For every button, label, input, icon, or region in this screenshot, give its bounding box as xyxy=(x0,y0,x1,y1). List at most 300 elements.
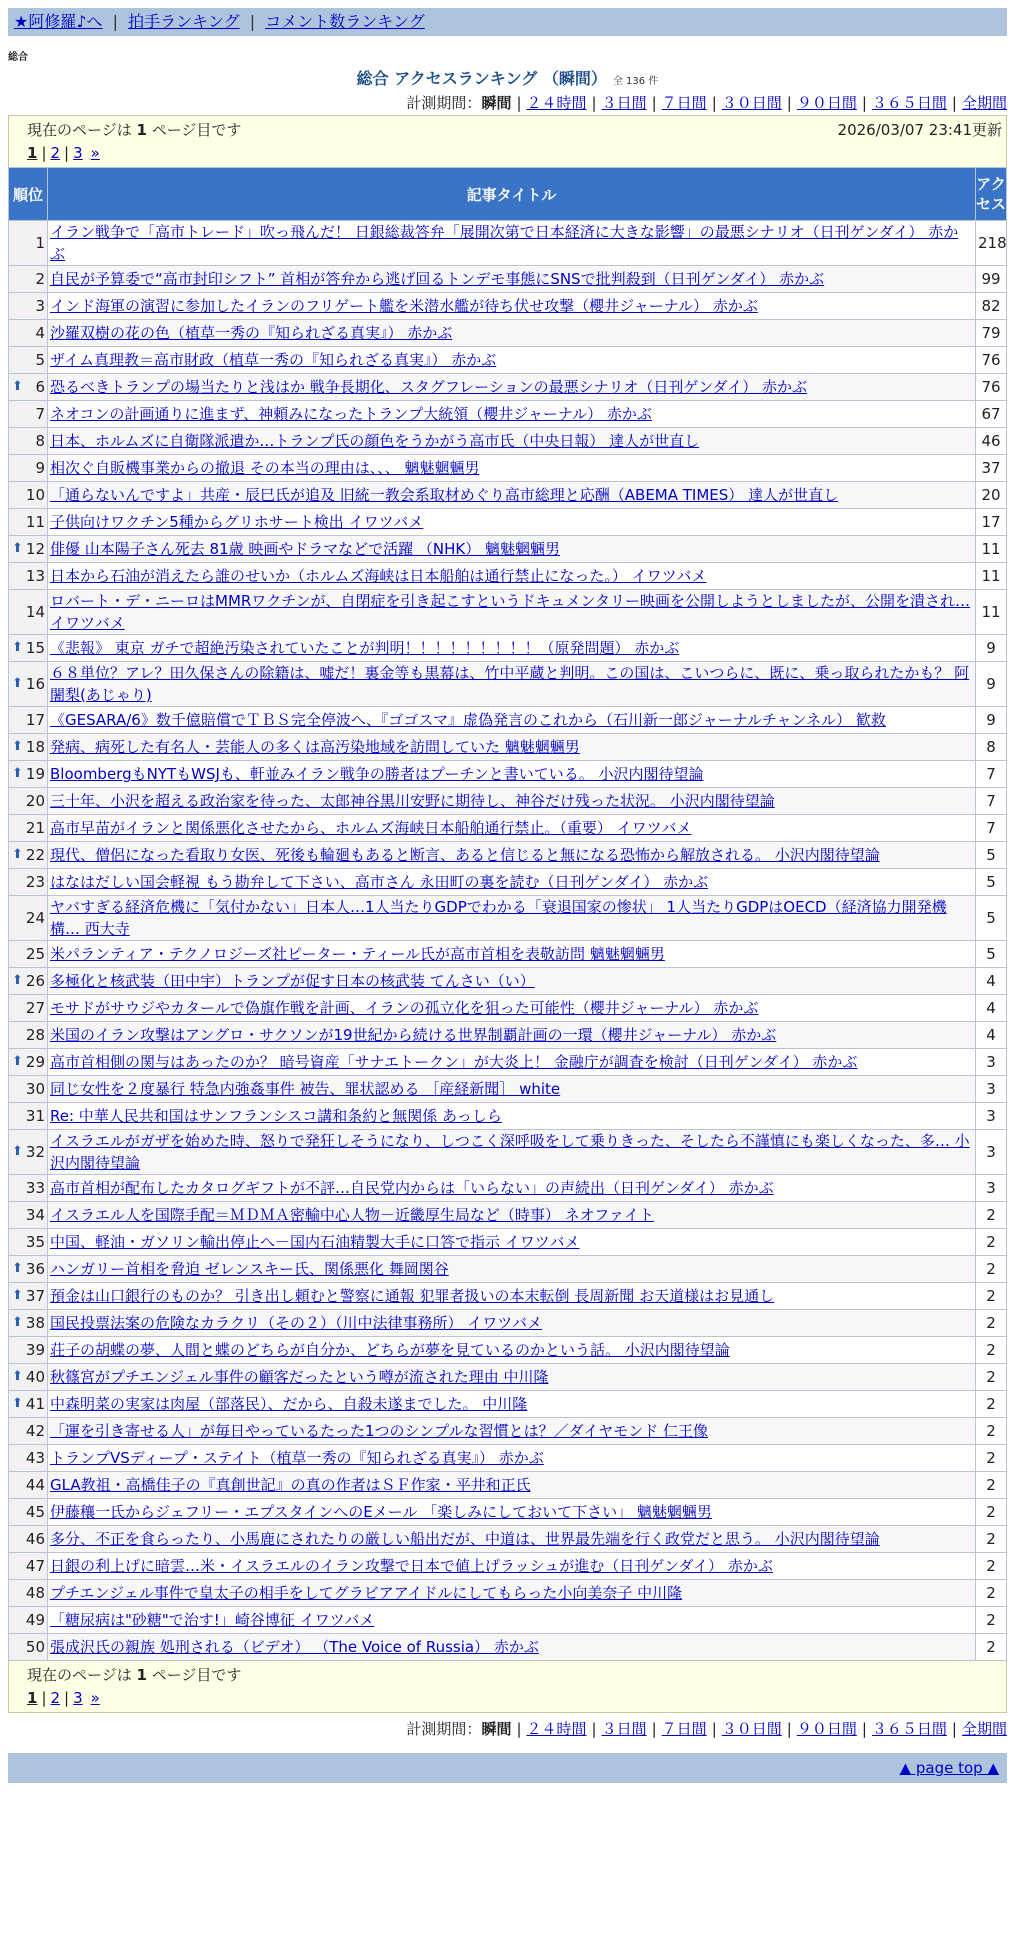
article-title-link[interactable]: 恐るべきトランプの場当たりと浅はか 戦争長期化、スタグフレーションの最悪シナリオ（日刊ゲンダイ） 赤かぶ xyxy=(50,378,807,396)
rank-number: 41 xyxy=(25,1395,45,1413)
access-count: 3 xyxy=(976,1103,1007,1130)
table-row xyxy=(9,1256,1007,1283)
article-title-link[interactable]: ネオコンの計画通りに進まず、神頼みになったトランプ大統領（櫻井ジャーナル） 赤かぶ xyxy=(50,405,652,423)
access-count: 20 xyxy=(976,482,1007,509)
rank-number: 43 xyxy=(25,1449,45,1467)
article-title-link[interactable]: 国民投票法案の危険なカラクリ（その２）（川中法律事務所） イワツバメ xyxy=(50,1314,542,1332)
access-count: 2 xyxy=(976,1418,1007,1445)
rank-cell xyxy=(9,1607,48,1634)
rank-cell xyxy=(9,428,48,455)
article-title-link[interactable]: 高市首相が配布したカタログギフトが不評…自民党内からは「いらない」の声続出（日刊ゲンダイ） 赤かぶ xyxy=(50,1179,774,1197)
title-cell xyxy=(48,896,976,941)
article-title-link[interactable]: はなはだしい国会軽視 もう勘弁して下さい、高市さん 永田町の裏を読む（日刊ゲンダイ） 赤かぶ xyxy=(50,873,709,891)
top-navigation-bar xyxy=(8,8,1007,36)
article-title-link[interactable]: インド海軍の演習に参加したイランのフリゲート艦を米潜水艦が待ち伏せ攻撃（櫻井ジャーナル） 赤かぶ xyxy=(50,297,758,315)
table-row xyxy=(9,1472,1007,1499)
table-row xyxy=(9,1607,1007,1634)
rank-number: 36 xyxy=(25,1260,45,1278)
table-row xyxy=(9,563,1007,590)
period-link[interactable]: ３６５日間 xyxy=(871,94,947,112)
access-count: 2 xyxy=(976,1310,1007,1337)
article-title-link[interactable]: 《GESARA/6》数千億賠償でＴＢＳ完全停波へ、『ゴゴスマ』虚偽発言のこれから（石川新一郎ジャーナルチャンネル） 歓救 xyxy=(50,711,886,729)
rank-number: 39 xyxy=(25,1341,45,1359)
page-separator: | xyxy=(64,1689,70,1707)
period-link[interactable]: ２４時間 xyxy=(526,1720,587,1738)
table-row xyxy=(9,734,1007,761)
article-title-link[interactable]: 荘子の胡蝶の夢、人間と蝶のどちらが自分か、どちらが夢を見ているのかという話。 小沢内閣待望論 xyxy=(50,1341,730,1359)
clap-ranking-link[interactable]: 拍手ランキング xyxy=(128,12,240,31)
rank-cell xyxy=(9,374,48,401)
rank-number: 4 xyxy=(35,324,45,342)
rank-cell xyxy=(9,1526,48,1553)
article-title-link[interactable]: GLA教祖・高橋佳子の『真創世記』の真の作者はＳＦ作家・平井和正氏 xyxy=(50,1476,531,1494)
ranking-table xyxy=(8,167,1007,1661)
nav-separator: | xyxy=(249,12,256,31)
page-link[interactable]: 3 xyxy=(73,144,83,162)
table-row xyxy=(9,869,1007,896)
article-title-link[interactable]: 伊藤穰一氏からジェフリー・エプスタインへのEメール 「楽しみにしておいて下さい」 魑魅魍魎男 xyxy=(50,1503,712,1521)
title-cell xyxy=(48,563,976,590)
article-title-link[interactable]: 現代、僧侶になった看取り女医、死後も輪廻もあると断言、あると信じると無になる恐怖から解放される。 小沢内閣待望論 xyxy=(50,846,880,864)
rank-cell xyxy=(9,1418,48,1445)
rank-cell xyxy=(9,815,48,842)
access-count: 218 xyxy=(976,221,1007,266)
rank-number: 27 xyxy=(25,999,45,1017)
access-count: 11 xyxy=(976,536,1007,563)
page-links-bottom xyxy=(27,1686,1002,1710)
access-count: 7 xyxy=(976,788,1007,815)
period-separator: | xyxy=(711,1720,717,1738)
table-row xyxy=(9,1103,1007,1130)
title-cell xyxy=(48,1337,976,1364)
title-cell xyxy=(48,995,976,1022)
access-count: 46 xyxy=(976,428,1007,455)
rank-cell xyxy=(9,734,48,761)
article-title-link[interactable]: BloombergもNYTもWSJも、軒並みイラン戦争の勝者はプーチンと書いている。 小沢内閣待望論 xyxy=(50,765,704,783)
title-cell xyxy=(48,1499,976,1526)
article-title-link[interactable]: プチエンジェル事件で皇太子の相手をしてグラビアアイドルにしてもらった小向美奈子 中川隆 xyxy=(50,1584,683,1602)
rank-cell xyxy=(9,1202,48,1229)
rank-up-arrow-icon: ⬆ xyxy=(12,1396,23,1411)
rank-cell xyxy=(9,1130,48,1175)
next-page-link[interactable]: » xyxy=(90,144,100,162)
period-link[interactable]: ３０日間 xyxy=(721,94,782,112)
rank-number: 50 xyxy=(25,1638,45,1656)
article-title-link[interactable]: 沙羅双樹の花の色（植草一秀の『知られざる真実』） 赤かぶ xyxy=(50,324,453,342)
rank-cell xyxy=(9,896,48,941)
title-cell xyxy=(48,734,976,761)
title-cell xyxy=(48,1103,976,1130)
article-title-link[interactable]: 多分、不正を食らったり、小馬鹿にされたりの厳しい船出だが、中道は、世界最先端を行く政党だと思う。 小沢内閣待望論 xyxy=(50,1530,880,1548)
table-row xyxy=(9,842,1007,869)
col-header-title: 記事タイトル xyxy=(48,168,976,221)
article-title-link[interactable]: ６８単位？アレ？田久保さんの除籍は、嘘だ！裏金等も黒幕は、竹中平蔵と判明。この国は、こいつらに、既に、乗っ取られたかも？ 阿闍梨(あじゃり) xyxy=(50,664,970,704)
title-cell xyxy=(48,1526,976,1553)
table-row xyxy=(9,401,1007,428)
period-separator: | xyxy=(651,1720,657,1738)
article-title-link[interactable]: 相次ぐ自販機事業からの撤退 その本当の理由は、、、 魑魅魍魎男 xyxy=(50,459,480,477)
title-cell xyxy=(48,815,976,842)
rank-up-arrow-icon: ⬆ xyxy=(12,739,23,754)
table-row xyxy=(9,1526,1007,1553)
rank-number: 44 xyxy=(25,1476,45,1494)
rank-cell xyxy=(9,536,48,563)
article-title-link[interactable]: Re: 中華人民共和国はサンフランシスコ講和条約と無関係 あっしら xyxy=(50,1107,502,1125)
page-current: 1 xyxy=(27,144,38,162)
period-link[interactable]: ７日間 xyxy=(661,94,707,112)
access-count: 5 xyxy=(976,941,1007,968)
title-cell xyxy=(48,455,976,482)
rank-up-arrow-icon: ⬆ xyxy=(12,766,23,781)
table-row xyxy=(9,1634,1007,1661)
title-cell xyxy=(48,968,976,995)
table-row xyxy=(9,1130,1007,1175)
access-count: 2 xyxy=(976,1364,1007,1391)
title-cell xyxy=(48,1310,976,1337)
rank-number: 1 xyxy=(35,234,45,252)
table-row xyxy=(9,1049,1007,1076)
table-row xyxy=(9,293,1007,320)
period-link[interactable]: ７日間 xyxy=(661,1720,707,1738)
title-cell xyxy=(48,1229,976,1256)
table-row xyxy=(9,1499,1007,1526)
page-separator: | xyxy=(41,144,47,162)
table-row xyxy=(9,1022,1007,1049)
article-title-link[interactable]: 張成沢氏の親族 処刑される（ビデオ） （The Voice of Russia） 赤かぶ xyxy=(50,1638,539,1656)
table-row xyxy=(9,1076,1007,1103)
rank-number: 25 xyxy=(25,945,45,963)
access-count: 2 xyxy=(976,1607,1007,1634)
access-count: 2 xyxy=(976,1472,1007,1499)
rank-number: 20 xyxy=(25,792,45,810)
rank-cell xyxy=(9,320,48,347)
table-row xyxy=(9,1337,1007,1364)
home-link[interactable]: ★阿修羅♪へ xyxy=(14,12,103,31)
rank-cell xyxy=(9,455,48,482)
table-row xyxy=(9,815,1007,842)
rank-number: 48 xyxy=(25,1584,45,1602)
rank-cell xyxy=(9,1337,48,1364)
rank-cell xyxy=(9,1175,48,1202)
access-count: 2 xyxy=(976,1445,1007,1472)
rank-cell xyxy=(9,590,48,635)
article-title-link[interactable]: 「糖尿病は"砂糖"で治す!」崎谷博征 イワツバメ xyxy=(50,1611,375,1629)
rank-number: 23 xyxy=(25,873,45,891)
article-title-link[interactable]: 日本から石油が消えたら誰のせいか（ホルムズ海峡は日本船舶は通行禁止になった。） イワツバメ xyxy=(50,567,707,585)
title-cell xyxy=(48,1391,976,1418)
access-count: 3 xyxy=(976,1175,1007,1202)
rank-number: 46 xyxy=(25,1530,45,1548)
title-cell xyxy=(48,401,976,428)
title-cell xyxy=(48,662,976,707)
rank-cell xyxy=(9,842,48,869)
article-title-link[interactable]: 米国のイラン攻撃はアングロ・サクソンが19世紀から続ける世界制覇計画の一環（櫻井ジャーナル） 赤かぶ xyxy=(50,1026,777,1044)
period-separator: | xyxy=(861,1720,867,1738)
title-cell xyxy=(48,293,976,320)
table-row xyxy=(9,428,1007,455)
article-title-link[interactable]: 預金は山口銀行のものか？ 引き出し頼むと警察に通報 犯罪者扱いの本末転倒 長周新聞 お天道様はお見通し xyxy=(50,1287,775,1305)
rank-cell xyxy=(9,1634,48,1661)
table-row xyxy=(9,1580,1007,1607)
access-count: 7 xyxy=(976,815,1007,842)
article-title-link[interactable]: 中国、軽油・ガソリン輸出停止へ－国内石油精製大手に口答で指示 イワツバメ xyxy=(50,1233,580,1251)
rank-number: 24 xyxy=(25,909,45,927)
article-title-link[interactable]: ザイム真理教＝高市財政（植草一秀の『知られざる真実』） 赤かぶ xyxy=(50,351,497,369)
rank-cell xyxy=(9,1364,48,1391)
rank-number: 21 xyxy=(25,819,45,837)
title-cell xyxy=(48,707,976,734)
rank-up-arrow-icon: ⬆ xyxy=(12,973,23,988)
rank-cell xyxy=(9,401,48,428)
title-cell xyxy=(48,1049,976,1076)
title-cell xyxy=(48,1175,976,1202)
rank-number: 34 xyxy=(25,1206,45,1224)
rank-number: 32 xyxy=(25,1143,45,1161)
rank-cell xyxy=(9,968,48,995)
rank-number: 19 xyxy=(25,765,45,783)
title-cell xyxy=(48,1553,976,1580)
rank-up-arrow-icon: ⬆ xyxy=(12,1315,23,1330)
article-title-link[interactable]: 高市早苗がイランと関係悪化させたから、ホルムズ海峡日本船舶通行禁止。（重要） イワツバメ xyxy=(50,819,692,837)
rank-up-arrow-icon: ⬆ xyxy=(12,1288,23,1303)
period-link[interactable]: ３０日間 xyxy=(721,1720,782,1738)
rank-number: 29 xyxy=(25,1053,45,1071)
rank-number: 11 xyxy=(25,513,45,531)
period-link[interactable]: ２４時間 xyxy=(526,94,587,112)
period-selector-top xyxy=(8,91,1007,115)
rank-up-arrow-icon: ⬆ xyxy=(12,1261,23,1276)
article-title-link[interactable]: トランプVSディープ・ステイト（植草一秀の『知られざる真実』） 赤かぶ xyxy=(50,1449,544,1467)
rank-cell xyxy=(9,1229,48,1256)
pager-box-top xyxy=(8,115,1007,167)
access-count: 5 xyxy=(976,896,1007,941)
rank-cell xyxy=(9,761,48,788)
article-title-link[interactable]: 米パランティア・テクノロジーズ社ピーター・ティール氏が高市首相を表敬訪問 魑魅魍魎男 xyxy=(50,945,665,963)
rank-number: 9 xyxy=(35,459,45,477)
page-link[interactable]: 2 xyxy=(50,1689,61,1707)
title-cell xyxy=(48,1580,976,1607)
current-page-text: 現在のページは 1 ページ目です xyxy=(27,121,242,139)
table-row xyxy=(9,1283,1007,1310)
rank-cell xyxy=(9,1499,48,1526)
rank-cell xyxy=(9,1472,48,1499)
table-row xyxy=(9,455,1007,482)
access-count: 67 xyxy=(976,401,1007,428)
page-top-link[interactable]: ▲ page top ▲ xyxy=(899,1759,999,1777)
rank-cell xyxy=(9,347,48,374)
nav-separator: | xyxy=(112,12,119,31)
title-cell xyxy=(48,1607,976,1634)
table-row xyxy=(9,536,1007,563)
article-title-link[interactable]: イスラエルがガザを始めた時、怒りで発狂しそうになり、しつこく深呼吸をして乗りきった、そしたら不謹慎にも楽しくなった、多… 小沢内閣待望論 xyxy=(50,1132,970,1172)
title-cell xyxy=(48,1022,976,1049)
article-title-link[interactable]: 同じ女性を２度暴行 特急内強姦事件 被告、罪状認める ［産経新聞］ white xyxy=(50,1080,561,1098)
rank-cell xyxy=(9,635,48,662)
comment-ranking-link[interactable]: コメント数ランキング xyxy=(265,12,425,31)
rank-cell xyxy=(9,563,48,590)
article-title-link[interactable]: 高市首相側の関与はあったのか？ 暗号資産「サナエトークン」が大炎上！ 金融庁が調査を検討（日刊ゲンダイ） 赤かぶ xyxy=(50,1053,858,1071)
article-title-link[interactable]: 秋篠宮がプチエンジェル事件の顧客だったという噂が流された理由 中川隆 xyxy=(50,1368,549,1386)
access-count: 2 xyxy=(976,1499,1007,1526)
access-count: 11 xyxy=(976,590,1007,635)
access-count: 2 xyxy=(976,1580,1007,1607)
page-separator: | xyxy=(41,1689,47,1707)
access-count: 2 xyxy=(976,1256,1007,1283)
rank-number: 14 xyxy=(25,603,45,621)
period-link[interactable]: 全期間 xyxy=(961,94,1007,112)
table-row xyxy=(9,707,1007,734)
title-cell xyxy=(48,635,976,662)
page-link[interactable]: 3 xyxy=(73,1689,83,1707)
table-row xyxy=(9,662,1007,707)
access-count: 76 xyxy=(976,347,1007,374)
table-row xyxy=(9,788,1007,815)
rank-cell xyxy=(9,293,48,320)
access-count: 2 xyxy=(976,1337,1007,1364)
page-link[interactable]: 2 xyxy=(50,144,61,162)
table-row xyxy=(9,761,1007,788)
table-row xyxy=(9,941,1007,968)
col-header-rank: 順位 xyxy=(9,168,48,221)
rank-up-arrow-icon: ⬆ xyxy=(12,1054,23,1069)
article-title-link[interactable]: モサドがサウジやカタールで偽旗作戦を計画、イランの孤立化を狙った可能性（櫻井ジャーナル） 赤かぶ xyxy=(50,999,759,1017)
table-row xyxy=(9,1229,1007,1256)
rank-cell xyxy=(9,1310,48,1337)
col-header-access: アクセス xyxy=(976,168,1007,221)
rank-number: 2 xyxy=(35,270,45,288)
table-row xyxy=(9,1364,1007,1391)
access-count: 79 xyxy=(976,320,1007,347)
article-title-link[interactable]: イスラエル人を国際手配＝ＭＤＭＡ密輸中心人物－近畿厚生局など（時事） ネオファイト xyxy=(50,1206,654,1224)
title-cell xyxy=(48,266,976,293)
article-title-link[interactable]: ロバート・デ・ニーロはMMRワクチンが、自閉症を引き起こすというドキュメンタリー映画を公開しようとしましたが、公開を潰され… イワツバメ xyxy=(50,592,970,632)
rank-cell xyxy=(9,1076,48,1103)
access-count: 2 xyxy=(976,1283,1007,1310)
access-count: 5 xyxy=(976,869,1007,896)
title-cell xyxy=(48,1283,976,1310)
period-label: 計測期間： xyxy=(406,94,482,112)
title-cell xyxy=(48,1418,976,1445)
next-page-link[interactable]: » xyxy=(90,1689,100,1707)
article-title-link[interactable]: イラン戦争で「高市トレード」吹っ飛んだ！ 日銀総裁答弁「展開次第で日本経済に大きな影響」の最悪シナリオ（日刊ゲンダイ） 赤かぶ xyxy=(50,223,959,263)
rank-cell xyxy=(9,509,48,536)
rank-cell xyxy=(9,1283,48,1310)
table-row xyxy=(9,221,1007,266)
period-separator: | xyxy=(951,94,957,112)
article-title-link[interactable]: ヤバすぎる経済危機に「気付かない」日本人…1人当たりGDPでわかる「衰退国家の惨状」 1人当たりGDPはOECD（経済協力開発機構… 西大寺 xyxy=(50,898,947,938)
title-cell xyxy=(48,1076,976,1103)
page-title xyxy=(8,66,1007,89)
updated-timestamp: 2026/03/07 23:41更新 xyxy=(837,121,1002,139)
rank-cell xyxy=(9,266,48,293)
rank-number: 15 xyxy=(25,639,45,657)
access-count: 99 xyxy=(976,266,1007,293)
page-current: 1 xyxy=(27,1689,38,1707)
title-cell xyxy=(48,590,976,635)
rank-number: 6 xyxy=(35,378,45,396)
period-separator: | xyxy=(591,94,597,112)
rank-cell xyxy=(9,1049,48,1076)
table-row xyxy=(9,320,1007,347)
rank-number: 13 xyxy=(25,567,45,585)
article-title-link[interactable]: 日銀の利上げに暗雲…米・イスラエルのイラン攻撃で日本で値上げラッシュが進む（日刊ゲンダイ） 赤かぶ xyxy=(50,1557,773,1575)
title-cell xyxy=(48,1634,976,1661)
period-separator: | xyxy=(711,94,717,112)
period-separator: | xyxy=(951,1720,957,1738)
rank-number: 5 xyxy=(35,351,45,369)
title-cell xyxy=(48,221,976,266)
table-row xyxy=(9,896,1007,941)
rank-number: 33 xyxy=(25,1179,45,1197)
article-title-link[interactable]: 「通らないんですよ」共産・辰巳氏が追及 旧統一教会系取材めぐり高市総理と応酬（ABEMA TIMES） 達人が世直し xyxy=(50,486,839,504)
period-current: 瞬間 xyxy=(481,94,512,112)
rank-number: 45 xyxy=(25,1503,45,1521)
table-row xyxy=(9,509,1007,536)
title-cell xyxy=(48,869,976,896)
rank-cell xyxy=(9,1391,48,1418)
period-separator: | xyxy=(591,1720,597,1738)
rank-cell xyxy=(9,221,48,266)
article-title-link[interactable]: 中森明菜の実家は肉屋（部落民）、だから、自殺未遂までした。 中川隆 xyxy=(50,1395,528,1413)
rank-number: 22 xyxy=(25,846,45,864)
period-label: 計測期間： xyxy=(406,1720,482,1738)
access-count: 82 xyxy=(976,293,1007,320)
page-separator: | xyxy=(64,144,70,162)
article-title-link[interactable]: 《悲報》 東京 ガチで超絶汚染されていたことが判明！！！！！！！！！（原発問題） 赤かぶ xyxy=(50,639,680,657)
article-title-link[interactable]: 三十年、小沢を超える政治家を待った、太郎神谷黒川安野に期待し、神谷だけ残った状況。 小沢内閣待望論 xyxy=(50,792,775,810)
rank-cell xyxy=(9,1256,48,1283)
rank-number: 31 xyxy=(25,1107,45,1125)
footer-bar xyxy=(8,1753,1007,1783)
article-title-link[interactable]: 俳優 山本陽子さん死去 81歳 映画やドラマなどで活躍 （NHK） 魑魅魍魎男 xyxy=(50,540,560,558)
pager-box-bottom xyxy=(8,1661,1007,1713)
title-cell xyxy=(48,347,976,374)
article-title-link[interactable]: ハンガリー首相を脅迫 ゼレンスキー氏、関係悪化 舞岡関谷 xyxy=(50,1260,449,1278)
period-link[interactable]: 全期間 xyxy=(961,1720,1007,1738)
access-count: 2 xyxy=(976,1202,1007,1229)
rank-cell xyxy=(9,1445,48,1472)
rank-number: 16 xyxy=(25,675,45,693)
period-separator: | xyxy=(786,94,792,112)
item-count: 全 136 件 xyxy=(612,76,659,87)
access-count: 11 xyxy=(976,563,1007,590)
article-title-link[interactable]: 日本、ホルムズに自衛隊派遣か…トランプ氏の顔色をうかがう高市氏（中央日報） 達人が世直し xyxy=(50,432,700,450)
rank-up-arrow-icon: ⬆ xyxy=(12,379,23,394)
article-title-link[interactable]: 子供向けワクチン5種からグリホサート検出 イワツバメ xyxy=(50,513,424,531)
period-link[interactable]: ３日間 xyxy=(601,94,647,112)
period-link[interactable]: ３６５日間 xyxy=(871,1720,947,1738)
table-row xyxy=(9,995,1007,1022)
article-title-link[interactable]: 発病、病死した有名人・芸能人の多くは高汚染地域を訪問していた 魑魅魍魎男 xyxy=(50,738,580,756)
period-separator: | xyxy=(861,94,867,112)
access-count: 2 xyxy=(976,1634,1007,1661)
title-cell xyxy=(48,1130,976,1175)
article-title-link[interactable]: 自民が予算委で“高市封印シフト” 首相が答弁から逃げ回るトンデモ事態にSNSで批判殺到（日刊ゲンダイ） 赤かぶ xyxy=(50,270,825,288)
period-link[interactable]: ９０日間 xyxy=(796,1720,857,1738)
title-cell xyxy=(48,509,976,536)
access-count: 37 xyxy=(976,455,1007,482)
access-count: 7 xyxy=(976,761,1007,788)
rank-cell xyxy=(9,1580,48,1607)
period-link[interactable]: ３日間 xyxy=(601,1720,647,1738)
rank-number: 10 xyxy=(25,486,45,504)
period-link[interactable]: ９０日間 xyxy=(796,94,857,112)
access-count: 4 xyxy=(976,1022,1007,1049)
article-title-link[interactable]: 「運を引き寄せる人」が毎日やっているたった1つのシンプルな習慣とは？／ダイヤモンド 仁王像 xyxy=(50,1422,709,1440)
article-title-link[interactable]: 多極化と核武装（田中宇）トランプが促す日本の核武装 てんさい（い） xyxy=(50,972,535,990)
rank-cell xyxy=(9,662,48,707)
rank-number: 40 xyxy=(25,1368,45,1386)
